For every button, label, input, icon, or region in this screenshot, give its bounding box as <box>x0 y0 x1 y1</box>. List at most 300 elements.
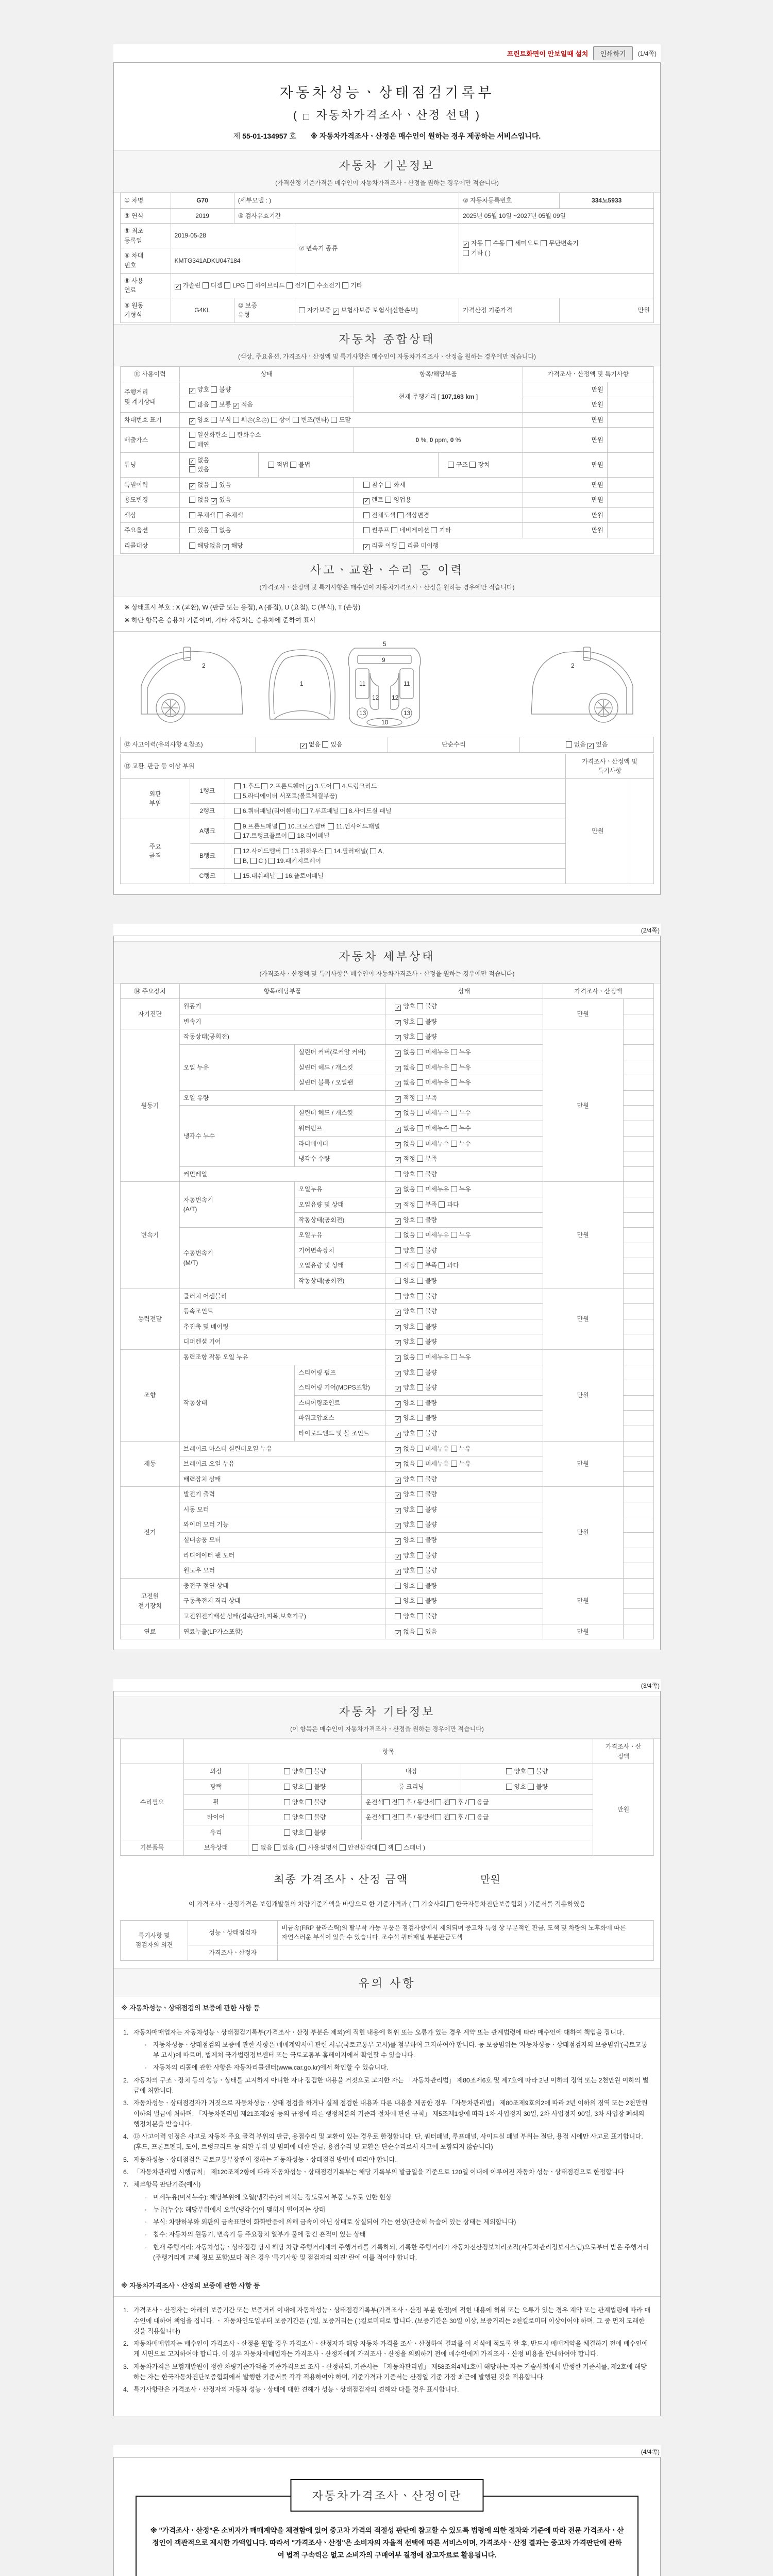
table-cell[interactable]: 양호 불량 <box>248 1825 361 1840</box>
table-cell[interactable]: 무채색 유채색 <box>179 507 354 523</box>
checkbox[interactable] <box>417 1567 423 1573</box>
table-cell[interactable]: 썬루프 네비게이션 기타 <box>354 523 523 538</box>
checkbox[interactable] <box>189 442 195 448</box>
checkbox[interactable] <box>417 1613 423 1619</box>
checkbox[interactable] <box>435 1799 441 1805</box>
checkbox[interactable] <box>287 282 293 289</box>
checkbox[interactable] <box>417 1156 423 1162</box>
checkbox[interactable] <box>189 483 195 489</box>
checkbox[interactable] <box>395 1005 401 1011</box>
checkbox[interactable] <box>395 1598 401 1604</box>
checkbox[interactable] <box>234 793 241 799</box>
checkbox[interactable] <box>417 1446 423 1452</box>
checkbox[interactable] <box>189 466 195 472</box>
table-cell[interactable]: 해당없음 ✓해당 <box>179 538 354 554</box>
checkbox[interactable] <box>395 1630 401 1636</box>
checkbox[interactable] <box>417 1125 423 1131</box>
checkbox[interactable] <box>417 1491 423 1497</box>
print-button[interactable]: 인쇄하기 <box>593 46 632 60</box>
checkbox[interactable] <box>307 785 313 791</box>
table-cell[interactable]: 12.사이드멤버 13.휠하우스 14.필러패널( A, B, C ) 19.패키지트레이 <box>225 843 565 868</box>
table-cell[interactable]: ✓ 적정 부족 과다 <box>385 1197 543 1213</box>
checkbox[interactable] <box>439 1201 445 1208</box>
checkbox[interactable] <box>234 808 241 814</box>
checkbox[interactable] <box>451 1186 457 1192</box>
checkbox[interactable] <box>189 418 195 425</box>
checkbox[interactable] <box>485 240 491 246</box>
table-cell[interactable]: ✓ 리콜 이행 리콜 미이행 <box>354 538 653 554</box>
table-cell[interactable]: ✓없음 있음 <box>179 452 259 477</box>
table-cell[interactable]: ✓ 양호 불량 <box>385 1395 543 1411</box>
table-cell[interactable]: 양호 불량 <box>248 1810 361 1825</box>
checkbox[interactable] <box>283 848 289 854</box>
checkbox[interactable] <box>277 873 283 879</box>
checkbox[interactable] <box>395 1278 401 1284</box>
checkbox[interactable] <box>417 1369 423 1376</box>
checkbox[interactable] <box>189 512 195 518</box>
checkbox[interactable] <box>395 1583 401 1589</box>
checkbox[interactable] <box>451 1064 457 1071</box>
table-cell[interactable]: ✓ 양호 불량 <box>385 1426 543 1441</box>
checkbox[interactable] <box>189 388 195 394</box>
table-cell[interactable]: ✓ 없음 미세누유 누유 <box>385 1349 543 1365</box>
checkbox[interactable] <box>395 1020 401 1026</box>
checkbox[interactable] <box>395 1538 401 1545</box>
checkbox[interactable] <box>398 1814 404 1820</box>
checkbox[interactable] <box>261 783 267 789</box>
checkbox[interactable] <box>397 512 404 518</box>
checkbox[interactable] <box>189 497 195 503</box>
checkbox[interactable] <box>395 1081 401 1087</box>
checkbox[interactable] <box>229 432 235 438</box>
checkbox[interactable] <box>417 1262 423 1268</box>
table-cell[interactable]: 적법 불법 <box>259 452 438 477</box>
table-cell[interactable]: ✓ 없음 미세누수 누수 <box>385 1121 543 1137</box>
checkbox[interactable] <box>587 743 594 749</box>
basic-info-header <box>114 150 660 193</box>
checkbox[interactable] <box>203 282 209 289</box>
checkbox[interactable] <box>363 512 369 518</box>
checkbox[interactable] <box>234 858 241 864</box>
checkbox[interactable] <box>395 1355 401 1362</box>
checkbox[interactable] <box>395 1432 401 1438</box>
table-cell[interactable]: 많음 보통 ✓적음 <box>179 397 354 413</box>
checkbox[interactable] <box>211 498 217 504</box>
table-cell[interactable]: 6.쿼터패널(리어휀더) 7.루프패널 8.사이드실 패널 <box>225 804 565 819</box>
checkbox[interactable] <box>417 1217 423 1223</box>
checkbox[interactable] <box>395 1554 401 1560</box>
checkbox[interactable] <box>417 1461 423 1467</box>
checkbox[interactable] <box>395 1096 401 1103</box>
table-cell[interactable]: ✓ 없음 미세누유 누유 <box>385 1441 543 1456</box>
checkbox[interactable] <box>233 417 239 423</box>
checkbox[interactable] <box>189 401 195 408</box>
checkbox[interactable] <box>417 1430 423 1436</box>
checkbox[interactable] <box>395 1111 401 1117</box>
checkbox[interactable] <box>234 873 241 879</box>
checkbox[interactable] <box>417 1293 423 1299</box>
checkbox[interactable] <box>284 1768 290 1774</box>
table-cell[interactable]: 1.후드 2.프론트휀더 ✓3.도어 4.트렁크리드 5.라디에이터 서포트(볼트체결부품) <box>225 778 565 803</box>
checkbox[interactable] <box>175 284 181 290</box>
checkbox[interactable] <box>399 543 405 549</box>
table-cell[interactable]: 없음 있음 ( 사용설명서 안전삼각대 잭 스패너 ) <box>248 1840 593 1856</box>
table-cell[interactable]: ✓ 양호 부식 훼손(오손) 상이 변조(변타) 도말 <box>179 412 523 428</box>
table-cell[interactable]: 양호 불량 <box>385 1594 543 1609</box>
checkbox[interactable] <box>395 1293 401 1299</box>
checkbox[interactable] <box>234 783 241 789</box>
table-cell[interactable]: 자가보증 ✓보험사보증 보험사[신한손보] <box>295 298 459 323</box>
checkbox[interactable] <box>417 1019 423 1025</box>
checkbox[interactable] <box>451 1141 457 1147</box>
table-cell[interactable]: ✓ 양호 불량 <box>385 1014 543 1029</box>
checkbox[interactable] <box>417 1629 423 1635</box>
checkbox[interactable] <box>268 462 274 468</box>
checkbox[interactable] <box>413 1901 419 1907</box>
checkbox[interactable] <box>284 1799 290 1805</box>
table-cell[interactable]: ✓ 적정 부족 <box>385 1090 543 1106</box>
checkbox[interactable] <box>448 462 454 468</box>
table-cell[interactable]: 양호 불량 <box>385 1578 543 1594</box>
table-cell[interactable]: 없음 ✓있음 <box>179 493 354 508</box>
checkbox[interactable] <box>417 1110 423 1116</box>
checkbox[interactable] <box>325 848 331 854</box>
checkbox[interactable] <box>308 282 314 289</box>
table-cell[interactable]: ✓ 없음 미세누수 누수 <box>385 1106 543 1121</box>
checkbox[interactable] <box>211 386 217 393</box>
checkbox[interactable] <box>506 1784 512 1790</box>
checkbox[interactable] <box>449 1814 456 1820</box>
table-cell[interactable]: 적정 부족 과다 <box>385 1258 543 1274</box>
checkbox[interactable] <box>417 1338 423 1345</box>
checkbox[interactable] <box>234 823 241 829</box>
checkbox[interactable] <box>417 1506 423 1513</box>
checkbox[interactable] <box>417 1308 423 1314</box>
checkbox[interactable] <box>439 1262 445 1268</box>
checkbox[interactable] <box>395 1371 401 1377</box>
table-cell[interactable]: 없음 미세누유 누유 <box>385 1228 543 1243</box>
checkbox[interactable] <box>395 1401 401 1408</box>
table-cell[interactable]: ✓ 양호 불량 <box>385 1319 543 1334</box>
table-cell[interactable]: 없음 ✓있음 <box>520 737 654 753</box>
checkbox[interactable] <box>451 1354 457 1360</box>
table-cell[interactable]: 있음 없음 <box>179 523 354 538</box>
checkbox[interactable] <box>417 1354 423 1360</box>
checkbox[interactable] <box>395 1035 401 1041</box>
checkbox[interactable] <box>363 498 369 504</box>
checkbox[interactable] <box>417 1095 423 1101</box>
checkbox[interactable] <box>395 1523 401 1529</box>
table-cell[interactable]: ✓ 없음 미세누유 누유 <box>385 1456 543 1472</box>
table-cell[interactable]: ✓ 양호 불량 <box>385 1471 543 1487</box>
checkbox[interactable] <box>528 1768 534 1774</box>
checkbox[interactable] <box>417 1003 423 1009</box>
accident-history-row <box>120 737 654 753</box>
checkbox[interactable] <box>395 1340 401 1346</box>
checkbox[interactable] <box>306 1814 312 1820</box>
checkbox[interactable] <box>342 282 348 289</box>
table-cell[interactable]: ✓ 렌트 영업용 <box>354 493 523 508</box>
checkbox[interactable] <box>306 1799 312 1805</box>
table-cell[interactable]: ✓ 없음 있음 <box>255 737 388 753</box>
table-cell[interactable]: ✓ 없음 미세누유 누유 <box>385 1045 543 1060</box>
table-cell[interactable]: 양호 불량 <box>248 1794 361 1810</box>
checkbox[interactable] <box>395 1232 401 1238</box>
checkbox[interactable] <box>211 482 217 488</box>
checkbox[interactable] <box>233 403 239 409</box>
checkbox[interactable] <box>223 544 229 550</box>
table-cell[interactable]: 전체도색 색상변경 <box>354 507 523 523</box>
table-cell[interactable]: 양호 불량 <box>248 1780 361 1795</box>
table-cell[interactable]: ✓ 양호 불량 <box>385 1304 543 1319</box>
checkbox[interactable] <box>211 417 217 423</box>
checkbox[interactable] <box>268 858 275 864</box>
checkbox[interactable] <box>284 1829 290 1836</box>
table-cell: 내장 <box>362 1764 461 1780</box>
checkbox[interactable] <box>189 543 195 549</box>
checkbox[interactable] <box>300 743 307 749</box>
table-cell[interactable]: ✓ 양호 불량 <box>385 1029 543 1045</box>
checkbox[interactable] <box>224 282 230 289</box>
checkbox[interactable] <box>451 1461 457 1467</box>
checkbox[interactable] <box>333 309 339 315</box>
table-cell[interactable]: ✓ 양호 불량 <box>385 1533 543 1548</box>
table-cell[interactable]: ✓ 양호 불량 <box>385 1487 543 1502</box>
checkbox[interactable] <box>417 1598 423 1604</box>
table-cell: 가격조사ㆍ산정액 및 특기사항 <box>523 366 653 382</box>
table-cell[interactable]: 구조 장치 <box>438 452 523 477</box>
checkbox[interactable] <box>395 1462 401 1468</box>
checkbox[interactable] <box>271 417 277 423</box>
checkbox[interactable] <box>284 1784 290 1790</box>
checkbox[interactable] <box>398 1799 404 1805</box>
checkbox[interactable] <box>395 1386 401 1392</box>
checkbox[interactable] <box>417 1583 423 1589</box>
checkbox[interactable] <box>507 240 513 246</box>
table-cell[interactable]: ✓가솔린 디젤 LPG 하이브리드 전기 수소전기 기타 <box>171 273 653 298</box>
checkbox[interactable] <box>331 417 337 423</box>
checkbox[interactable] <box>468 1814 475 1820</box>
checkbox[interactable] <box>417 1415 423 1421</box>
checkbox[interactable] <box>417 1232 423 1238</box>
checkbox[interactable] <box>395 1203 401 1209</box>
checkbox[interactable] <box>395 1050 401 1057</box>
checkbox[interactable] <box>463 242 469 248</box>
checkbox[interactable] <box>211 401 217 408</box>
checkbox[interactable] <box>328 823 334 829</box>
checkbox[interactable] <box>468 1799 475 1805</box>
checkbox[interactable] <box>451 1110 457 1116</box>
table-cell[interactable]: 양호 불량 <box>385 1609 543 1624</box>
checkbox[interactable] <box>417 1247 423 1253</box>
table-cell[interactable]: ✓ 양호 불량 <box>385 1502 543 1517</box>
checkbox[interactable] <box>417 1324 423 1330</box>
table-cell[interactable]: ✓ 없음 있음 <box>385 1624 543 1639</box>
table-cell[interactable]: 양호 불량 <box>248 1764 361 1780</box>
checkbox[interactable] <box>234 848 241 854</box>
table-cell[interactable]: ✓ 양호 불량 <box>385 1365 543 1380</box>
checkbox[interactable] <box>395 1447 401 1453</box>
table-cell[interactable]: 양호 불량 <box>385 1166 543 1182</box>
checkbox[interactable] <box>385 482 391 488</box>
table-row <box>121 1794 654 1810</box>
table-cell[interactable]: 침수 화재 <box>354 477 523 493</box>
table-cell[interactable]: ✓ 없음 미세누수 누수 <box>385 1136 543 1151</box>
checkbox[interactable] <box>306 1829 312 1836</box>
checkbox[interactable] <box>395 1569 401 1575</box>
table-cell[interactable]: ✓ 없음 있음 <box>179 477 354 493</box>
table-cell[interactable]: ✓ 양호 불량 <box>385 1517 543 1533</box>
checkbox[interactable] <box>417 1476 423 1482</box>
table-cell[interactable]: 양호 불량 <box>385 1273 543 1289</box>
checkbox[interactable] <box>417 1186 423 1192</box>
table-cell[interactable]: 양호 불량 <box>385 1289 543 1304</box>
basic-info-title: 자동차 기본정보 <box>339 159 435 172</box>
checkbox[interactable] <box>391 527 397 533</box>
checkbox[interactable] <box>395 1127 401 1133</box>
table-cell[interactable]: ✓ 적정 부족 <box>385 1151 543 1167</box>
checkbox[interactable] <box>247 282 253 289</box>
checkbox[interactable] <box>299 307 305 313</box>
checkbox[interactable] <box>395 1157 401 1163</box>
checkbox[interactable] <box>395 1844 401 1851</box>
checkbox[interactable] <box>279 823 285 829</box>
checkbox[interactable] <box>379 1844 385 1851</box>
checkbox[interactable] <box>417 1171 423 1177</box>
checkbox[interactable] <box>290 462 296 468</box>
checkbox[interactable] <box>417 1033 423 1040</box>
checkbox[interactable] <box>211 527 217 533</box>
table-cell[interactable]: ✓ 양호 불량 <box>385 1334 543 1350</box>
table-cell[interactable]: 일산화탄소 탄화수소 매연 <box>179 428 354 452</box>
checkbox[interactable] <box>189 459 195 465</box>
checkbox[interactable] <box>451 1049 457 1055</box>
checkbox[interactable] <box>395 1416 401 1422</box>
checkbox[interactable] <box>395 1247 401 1253</box>
price-assessment-about-box <box>136 2489 638 2576</box>
checkbox[interactable] <box>289 833 295 839</box>
checkbox[interactable] <box>299 1844 306 1851</box>
checkbox[interactable] <box>395 1310 401 1316</box>
checkbox[interactable] <box>417 1384 423 1391</box>
checkbox[interactable] <box>395 1188 401 1194</box>
table-cell[interactable]: ✓ 없음 미세누유 누유 <box>385 1182 543 1197</box>
checkbox[interactable] <box>528 1784 534 1790</box>
checkbox[interactable] <box>395 1478 401 1484</box>
checkbox[interactable] <box>370 848 376 854</box>
table-cell[interactable]: 양호 불량 <box>461 1764 593 1780</box>
table-cell[interactable]: ✓ 양호 불량 <box>385 1212 543 1228</box>
table-row <box>121 778 654 803</box>
checkbox[interactable] <box>395 1142 401 1148</box>
checkbox[interactable] <box>451 1125 457 1131</box>
table-cell[interactable]: ✓ 양호 불량 <box>385 1380 543 1396</box>
checkbox[interactable] <box>451 1079 457 1086</box>
checkbox[interactable] <box>322 741 328 748</box>
print-install-notice[interactable]: 프린트화면이 안보일때 설치 <box>507 50 589 58</box>
table-cell[interactable]: ✓ 양호 불량 <box>385 1411 543 1426</box>
checkbox[interactable] <box>431 527 437 533</box>
checkbox[interactable] <box>333 783 340 789</box>
checkbox[interactable] <box>341 808 347 814</box>
checkbox[interactable] <box>417 1201 423 1208</box>
table-cell[interactable]: 15.대쉬패널 16.플로어패널 <box>225 869 565 884</box>
checkbox[interactable] <box>395 1066 401 1072</box>
checkbox[interactable] <box>417 1064 423 1071</box>
checkbox[interactable] <box>395 1613 401 1619</box>
checkbox[interactable] <box>417 1400 423 1406</box>
checkbox[interactable] <box>284 1814 290 1820</box>
checkbox[interactable] <box>189 527 195 533</box>
checkbox[interactable] <box>252 1844 258 1851</box>
checkbox[interactable] <box>541 240 547 246</box>
checkbox[interactable] <box>395 1218 401 1225</box>
checkbox[interactable] <box>363 544 369 550</box>
table-cell[interactable]: 9.프론트패널 10.크로스멤버 11.인사이드패널 17.트렁크플로어 18.리어패널 <box>225 819 565 843</box>
table-cell[interactable]: ✓양호 불량 <box>179 382 354 397</box>
checkbox[interactable] <box>395 1325 401 1331</box>
table-cell[interactable]: ✓자동 수동 세미오토 무단변속기 기타 ( ) <box>459 224 654 273</box>
table-cell[interactable]: ✓ 없음 미세누유 누유 <box>385 1060 543 1075</box>
checkbox[interactable] <box>417 1552 423 1558</box>
checkbox[interactable] <box>293 417 299 423</box>
checkbox[interactable] <box>383 1814 390 1820</box>
table-cell[interactable]: ✓ 없음 미세누유 누유 <box>385 1075 543 1091</box>
checkbox[interactable] <box>451 1232 457 1238</box>
checkbox[interactable] <box>363 482 369 488</box>
table-cell[interactable]: ✓ 양호 불량 <box>385 1563 543 1579</box>
checkbox[interactable] <box>449 1799 456 1805</box>
checkbox[interactable] <box>417 1537 423 1543</box>
checkbox[interactable] <box>303 114 309 120</box>
checkbox[interactable] <box>469 462 476 468</box>
checkbox[interactable] <box>340 1844 346 1851</box>
checkbox[interactable] <box>417 1079 423 1086</box>
checkbox[interactable] <box>306 1784 312 1790</box>
table-cell[interactable]: 양호 불량 <box>461 1780 593 1795</box>
table-cell[interactable]: 운전석 전 후 / 동반석 전 후 / 응급 <box>362 1794 593 1810</box>
table-cell[interactable]: ✓ 양호 불량 <box>385 999 543 1014</box>
table-cell[interactable]: ✓ 양호 불량 <box>385 1548 543 1563</box>
checkbox[interactable] <box>395 1508 401 1514</box>
table-cell[interactable]: 양호 불량 <box>385 1243 543 1258</box>
checkbox[interactable] <box>301 808 308 814</box>
checkbox[interactable] <box>385 497 391 503</box>
checkbox[interactable] <box>306 1768 312 1774</box>
checkbox[interactable] <box>189 432 195 438</box>
checkbox[interactable] <box>417 1521 423 1528</box>
checkbox[interactable] <box>417 1278 423 1284</box>
checkbox[interactable] <box>566 741 572 748</box>
checkbox[interactable] <box>217 512 223 518</box>
checkbox[interactable] <box>506 1768 512 1774</box>
checkbox[interactable] <box>395 1493 401 1499</box>
table-cell[interactable]: 운전석 전 후 / 동반석 전 후 / 응급 <box>362 1810 593 1825</box>
checkbox[interactable] <box>447 1901 453 1907</box>
checkbox[interactable] <box>451 1446 457 1452</box>
checkbox[interactable] <box>363 527 369 533</box>
checkbox[interactable] <box>395 1262 401 1268</box>
checkbox[interactable] <box>463 250 469 256</box>
checkbox[interactable] <box>417 1049 423 1055</box>
checkbox[interactable] <box>383 1799 390 1805</box>
checkbox[interactable] <box>274 1844 280 1851</box>
checkbox[interactable] <box>417 1141 423 1147</box>
checkbox[interactable] <box>250 858 257 864</box>
checkbox[interactable] <box>234 833 241 839</box>
checkbox[interactable] <box>435 1814 441 1820</box>
checkbox[interactable] <box>395 1171 401 1177</box>
